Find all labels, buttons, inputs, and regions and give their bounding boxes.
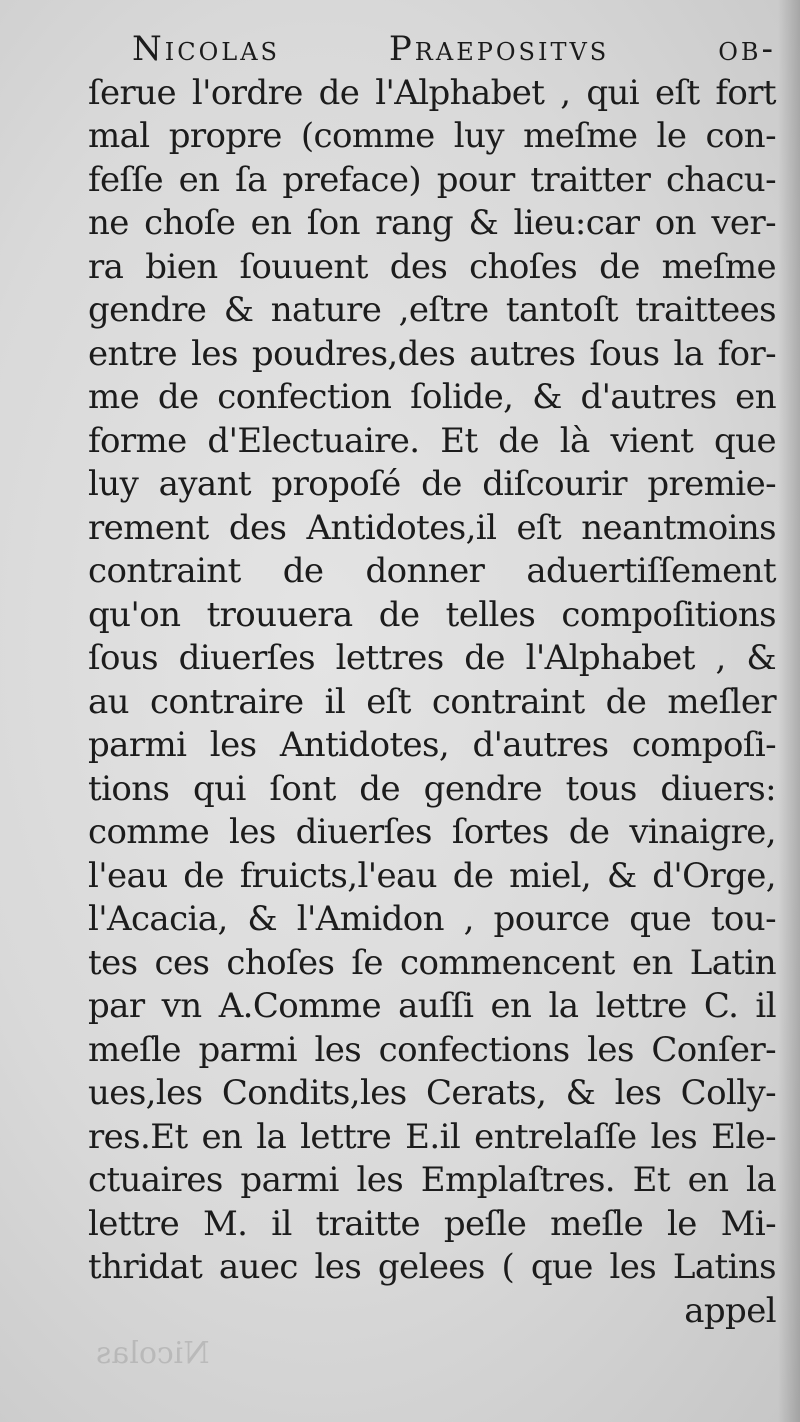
- text-line: gendre & nature ,eſtre tantoſt traittees: [88, 290, 776, 330]
- text-line: entre les poudres,des autres ſous la for-: [88, 333, 776, 374]
- text-line: feſſe en ſa preface) pour traitter chacu-: [88, 159, 776, 200]
- text-line: rement des Antidotes,il eſt neantmoins: [88, 507, 776, 548]
- text-line: res.Et en la lettre E.il entrelaſſe les Ele-: [88, 1116, 776, 1157]
- text-line: au contraire il eſt contraint de meſler: [88, 681, 776, 722]
- text-line: parmi les Antidotes, d'autres compoſi-: [88, 725, 776, 765]
- text-line: ne choſe en ſon rang & lieu:car on ver-: [88, 203, 776, 243]
- text-line: ſerue l'ordre de l'Alphabet , qui eſt fort: [88, 72, 776, 113]
- text-line: thridat auec les gelees ( que les Latins: [88, 1247, 776, 1287]
- page-edge-shadow: [778, 0, 800, 1422]
- show-through-ink: Nicolas: [96, 1336, 210, 1371]
- body-text: [88, 28, 776, 1333]
- text-line: l'Acacia, & l'Amidon , pource que tou-: [88, 899, 776, 939]
- text-line: contraint de donner aduertiſſement: [88, 551, 776, 591]
- text-line: tions qui ſont de gendre tous diuers:: [88, 768, 776, 809]
- text-line-opening: Nicolas Praepositvs ob-: [132, 29, 776, 69]
- text-line: par vn A.Comme auſſi en la lettre C. il: [88, 986, 776, 1026]
- text-line: luy ayant propoſé de diſcourir premie-: [88, 464, 776, 504]
- text-line: ues,les Condits,les Cerats, & les Colly-: [88, 1073, 776, 1113]
- catchword: appel: [684, 1290, 776, 1331]
- text-line: ctuaires parmi les Emplaſtres. Et en la: [88, 1160, 776, 1200]
- text-line: me de confection ſolide, & d'autres en: [88, 377, 776, 417]
- text-line: ſous diuerſes lettres de l'Alphabet , &: [88, 638, 776, 678]
- text-line: comme les diuerſes ſortes de vinaigre,: [88, 812, 776, 852]
- text-line: forme d'Electuaire. Et de là vient que: [88, 420, 776, 461]
- text-line: l'eau de fruicts,l'eau de miel, & d'Orge,: [88, 855, 776, 896]
- text-line: mal propre (comme luy meſme le con-: [88, 116, 776, 156]
- text-line: meſle parmi les confections les Conſer-: [88, 1029, 776, 1070]
- text-line: lettre M. il traitte peſle meſle le Mi-: [88, 1203, 776, 1244]
- text-line: qu'on trouuera de telles compoſitions: [88, 594, 776, 635]
- text-line: ra bien ſouuent des choſes de meſme: [88, 246, 776, 287]
- text-line: tes ces choſes ſe commencent en Latin: [88, 942, 776, 983]
